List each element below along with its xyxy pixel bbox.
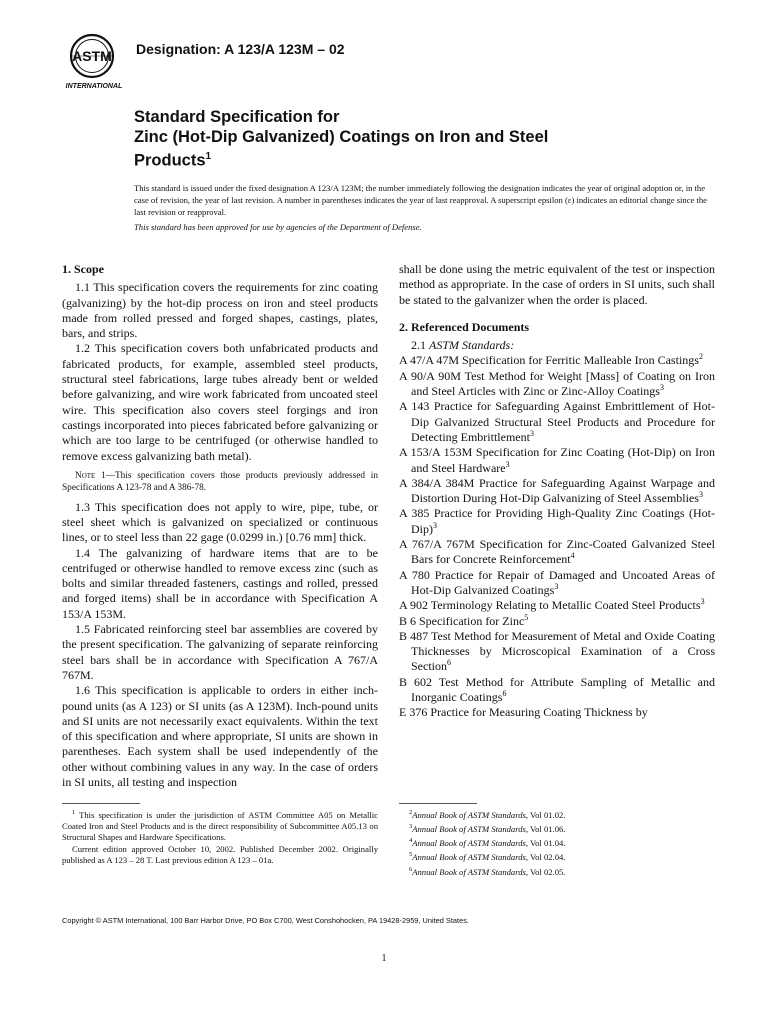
para-1-6: 1.6 This specification is applicable to orders in either inch-pound units (as A 123) or SI units (as A 123M). Inch-pound units and SI units are not necessarily exact equivalents. Within the text of this specification and where appropriate, SI units are shown in parentheses. Each system shall be used independently of the other without combining values in any way. In the case of orders in SI units, all testing and inspection [62, 683, 378, 790]
reference-footnote-ref: 3 [698, 490, 703, 500]
reference-item [399, 476, 715, 507]
footnote-source: Annual Book of ASTM Standards [412, 852, 526, 863]
reference-item [399, 629, 715, 675]
footnote-volume: , Vol 01.04. [525, 838, 566, 849]
title-line-2: Zinc (Hot-Dip Galvanized) Coatings on Iron and Steel [134, 127, 549, 146]
reference-item [399, 705, 715, 720]
footnote-source: Annual Book of ASTM Standards [412, 809, 526, 820]
astm-logo-graphic [62, 32, 126, 92]
reference-footnote-ref: 3 [554, 581, 559, 591]
reference-item [399, 675, 715, 706]
logo-text: ASTM [72, 48, 112, 64]
left-column [62, 262, 378, 790]
footnote-source: Annual Book of ASTM Standards [412, 824, 526, 835]
reference-footnote-ref: 5 [524, 612, 529, 622]
reference-text: A 902 Terminology Relating to Metallic Coated Steel Products [399, 598, 701, 613]
reference-footnote-ref: 3 [700, 597, 705, 607]
footnote-1 [62, 807, 378, 844]
reference-text: E 376 Practice for Measuring Coating Thickness by [399, 705, 648, 720]
reference-footnote-ref: 6 [502, 689, 507, 699]
reference-footnote-ref: 6 [447, 658, 451, 668]
reference-footnote-ref: 4 [570, 551, 575, 561]
reference-text: B 6 Specification for Zinc [399, 613, 525, 628]
reference-text: A 153/A 153M Specification for Zinc Coating (Hot-Dip) on Iron and Steel Hardware [399, 445, 715, 475]
para-1-5: 1.5 Fabricated reinforcing steel bar assemblies are covered by the present specification. The galvanizing of separate reinforcing steel bars shall be in accordance with Specification A 767/A 767M. [62, 622, 378, 682]
note-label: Note [75, 470, 96, 481]
para-1-2: 1.2 This specification covers both unfabricated products and fabricated products, for example, assembled steel products, structural steel fabrications, large tubes already bent or welded before galvanizing, and wire work fabricated from uncoated steel wire. This specification also covers steel forgings and iron castings incorporated into pieces fabricated before galvanizing or which are too large to be centrifuged (or otherwise handled to remove excess galvanizing bath metal). [62, 341, 378, 463]
reference-text: A 384/A 384M Practice for Safeguarding Against Warpage and Distortion During Hot-Dip Galvanizing of Steel Assemblies [399, 475, 715, 506]
footnote-volume: , Vol 02.05. [525, 866, 566, 877]
reference-item [399, 537, 715, 568]
reference-text: A 90/A 90M Test Method for Weight [Mass] of Coating on Iron and Steel Articles with Zinc or Zinc-Alloy Coatings [399, 368, 715, 399]
footnote-volume: , Vol 01.02. [525, 809, 566, 820]
footnote-1-edition: Current edition approved October 10, 2002. Published December 2002. Originally published as A 123 – 28 T. Last previous edition A 123 – 01a. [62, 843, 378, 866]
designation: Designation: A 123/A 123M – 02 [136, 41, 345, 57]
reference-text: A 47/A 47M Specification for Ferritic Malleable Iron Castings [399, 353, 699, 368]
astm-logo [62, 32, 126, 92]
footnote-num: 5 [409, 851, 413, 859]
copyright-notice: Copyright © ASTM International, 100 Barr Harbor Drive, PO Box C700, West Conshohocken, PA 19428-2959, United States. [62, 916, 469, 925]
footnote-3 [399, 821, 715, 835]
footnote-5 [399, 849, 715, 863]
reference-footnote-ref: 3 [505, 459, 510, 469]
reference-item [399, 353, 715, 368]
reference-list [399, 353, 715, 720]
section-1-heading: 1. Scope [62, 262, 104, 276]
reference-item [399, 369, 715, 400]
reference-footnote-ref: 3 [529, 428, 534, 438]
reference-text: A 385 Practice for Providing High-Quality Zinc Coatings (Hot-Dip) [399, 506, 715, 536]
reference-text: B 487 Test Method for Measurement of Metal and Oxide Coating Thicknesses by Microscopical Examination of a Cross Section [399, 628, 715, 674]
reference-item [399, 598, 715, 613]
reference-footnote-ref: 3 [433, 520, 437, 530]
reference-footnote-ref: 3 [659, 383, 664, 393]
footnote-num: 2 [409, 809, 413, 816]
reference-item [399, 399, 715, 445]
footnote-rule-left [62, 803, 140, 804]
title-line-3-text: Products [134, 151, 206, 170]
note-text: 1—This specification covers those products previously addressed in Specifications A 123-78 and A 386-78. [62, 470, 379, 494]
footnote-rule-right [399, 803, 477, 804]
para-1-1: 1.1 This specification covers the requirements for zinc coating (galvanizing) by the hot-dip process on iron and steel products made from rolled pressed and forged shapes, castings, plates, bars, and strips. [62, 280, 378, 341]
footnote-num: 3 [409, 823, 413, 831]
title-footnote-ref: 1 [205, 151, 212, 162]
right-column [399, 262, 715, 721]
footnote-6 [399, 864, 715, 878]
intro-notice [134, 183, 714, 234]
footnote-1-text: This specification is under the jurisdiction of ASTM Committee A05 on Metallic Coated Iron and Steel Products and is the direct responsibility of Subcommittee A05.13 on Structural Shapes and Hardware Specifications. [62, 809, 378, 843]
reference-text: A 143 Practice for Safeguarding Against Embrittlement of Hot-Dip Galvanized Structural Steel Products and Procedure for Detecting Embrittlement [399, 399, 715, 444]
para-1-4: 1.4 The galvanizing of hardware items that are to be centrifuged or otherwise handled to remove excess zinc (such as bolts and similar threaded fasteners, castings and rolled, pressed and forged items) shall be in accordance with Specification A 153/A 153M. [62, 545, 378, 621]
footnote-volume: , Vol 02.04. [525, 852, 566, 863]
reference-item [399, 568, 715, 599]
subsection-2-1 [399, 338, 715, 353]
title-line-3 [134, 147, 548, 171]
footnote-num: 6 [409, 865, 413, 873]
reference-item [399, 506, 715, 537]
footnotes-right [399, 807, 715, 878]
intro-para: This standard is issued under the fixed designation A 123/A 123M; the number immediately following the designation indicates the year of original adoption or, in the case of revision, the year of last revision. A number in parentheses indicates the year of last reapproval. A superscript epsilon (ε) indicates an editorial change since the last revision or reapproval. [134, 183, 707, 217]
subsection-number: 2.1 [411, 338, 426, 353]
reference-item [399, 445, 715, 476]
footnote-source: Annual Book of ASTM Standards [412, 838, 526, 849]
title-line-1: Standard Specification for [134, 108, 340, 126]
para-1-3: 1.3 This specification does not apply to wire, pipe, tube, or steel sheet which is galvanized on specialized or continuous lines, or to steel less than 22 gage (0.0299 in.) [0.76 mm] thick. [62, 499, 378, 545]
footnote-source: Annual Book of ASTM Standards [412, 866, 526, 877]
reference-item [399, 614, 715, 629]
para-1-6-continued: shall be done using the metric equivalent of the test or inspection method as appropriate. In the case of orders in SI units, such shall be stated to the galvanizer when the order is placed. [399, 262, 715, 307]
footnote-4 [399, 835, 715, 849]
reference-footnote-ref: 2 [698, 352, 703, 362]
page-number: 1 [381, 953, 387, 964]
section-2-heading: 2. Referenced Documents [399, 319, 530, 334]
footnote-volume: , Vol 01.06. [525, 824, 566, 835]
footnote-num: 4 [409, 837, 413, 845]
footnotes-left [62, 807, 378, 866]
reference-text: B 602 Test Method for Attribute Sampling of Metallic and Inorganic Coatings [399, 674, 715, 705]
subsection-label: ASTM Standards: [429, 338, 515, 353]
reference-text: A 780 Practice for Repair of Damaged and Uncoated Areas of Hot-Dip Galvanized Coatings [399, 567, 715, 597]
footnote-1-num: 1 [72, 809, 76, 816]
note-1 [62, 470, 378, 495]
dod-approval: This standard has been approved for use by agencies of the Department of Defense. [134, 222, 422, 233]
logo-subtext: INTERNATIONAL [65, 83, 123, 90]
reference-text: A 767/A 767M Specification for Zinc-Coated Galvanized Steel Bars for Concrete Reinforcement [399, 537, 715, 567]
document-title [134, 108, 548, 171]
footnote-2 [399, 807, 715, 821]
